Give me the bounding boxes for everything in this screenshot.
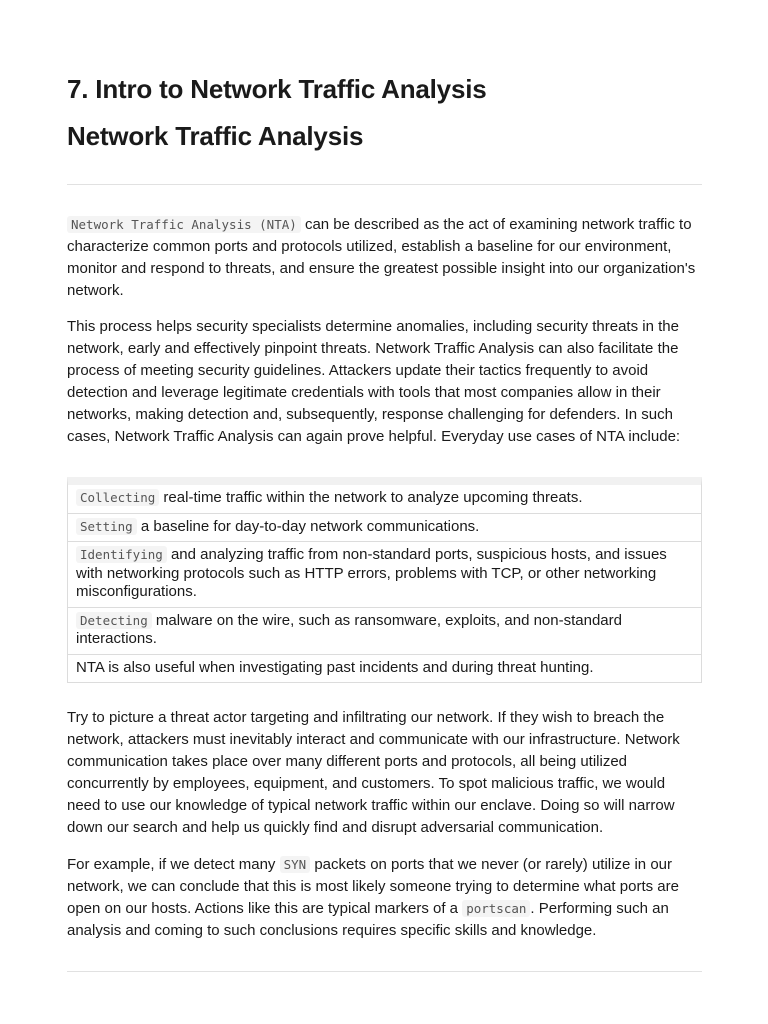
use-case-keyword: Collecting <box>76 489 159 506</box>
use-case-text: NTA is also useful when investigating past incidents and during threat hunting. <box>76 658 594 676</box>
threat-actor-paragraph: Try to picture a threat actor targeting and infiltrating our network. If they wish to breach the network, attackers must inevitably interact and communicate with our infrastructure. Network communication takes place over many different ports and protocols, all being utilized concurrently by employees, equipment, and customers. To spot malicious traffic, we would need to use our knowledge of typical network traffic within our enclave. Doing so will narrow down our search and help us quickly find and disrupt adversarial communication. <box>67 709 680 836</box>
divider-bottom <box>67 971 702 972</box>
use-case-row <box>68 485 701 513</box>
use-case-row <box>68 654 701 683</box>
inline-code-portscan: portscan <box>462 900 530 917</box>
use-case-text: and analyzing traffic from non-standard ports, suspicious hosts, and issues with networking protocols such as HTTP errors, problems with TCP, or other networking misconfigurations. <box>76 546 667 600</box>
use-cases-table <box>67 477 702 683</box>
example-text-3: . Performing such an analysis and coming to such conclusions requires specific skills and knowledge. <box>67 900 669 939</box>
example-paragraph <box>67 854 702 942</box>
use-case-row <box>68 607 701 654</box>
process-paragraph: This process helps security specialists determine anomalies, including security threats in the network, early and effectively pinpoint threats. Network Traffic Analysis can also facilitate the process of meeting security guidelines. Attackers update their tactics frequently to avoid detection and leverage legitimate credentials with tools that most companies allow in their networks, making detection and, subsequently, response challenging for defenders. In such cases, Network Traffic Analysis can again prove helpful. Everyday use cases of NTA include: <box>67 318 681 445</box>
example-text-1: For example, if we detect many <box>67 856 280 873</box>
use-case-text: real-time traffic within the network to analyze upcoming threats. <box>159 489 583 506</box>
use-case-row <box>68 541 701 607</box>
inline-code-syn: SYN <box>280 856 311 873</box>
use-case-text: malware on the wire, such as ransomware, exploits, and non-standard interactions. <box>76 611 622 647</box>
use-case-row <box>68 513 701 542</box>
section-title: Network Traffic Analysis <box>67 121 364 151</box>
use-case-text: a baseline for day-to-day network communications. <box>136 517 480 535</box>
divider-top <box>67 184 702 185</box>
example-text-2: packets on ports that we never (or rarely) utilize in our network, we can conclude that this is most likely someone trying to determine what ports are open on our hosts. Actions like this are typical markers of a <box>67 856 679 917</box>
use-case-keyword: Identifying <box>76 546 167 563</box>
chapter-title: 7. Intro to Network Traffic Analysis <box>67 74 487 104</box>
intro-paragraph <box>67 214 702 302</box>
use-case-keyword: Setting <box>76 518 137 535</box>
use-case-keyword: Detecting <box>76 612 152 629</box>
intro-text: can be described as the act of examining network traffic to characterize common ports and protocols utilized, establish a baseline for our environment, monitor and respond to threats, and ensure the greatest possible insight into our organization's network. <box>67 216 696 299</box>
inline-code-nta: Network Traffic Analysis (NTA) <box>67 216 301 233</box>
